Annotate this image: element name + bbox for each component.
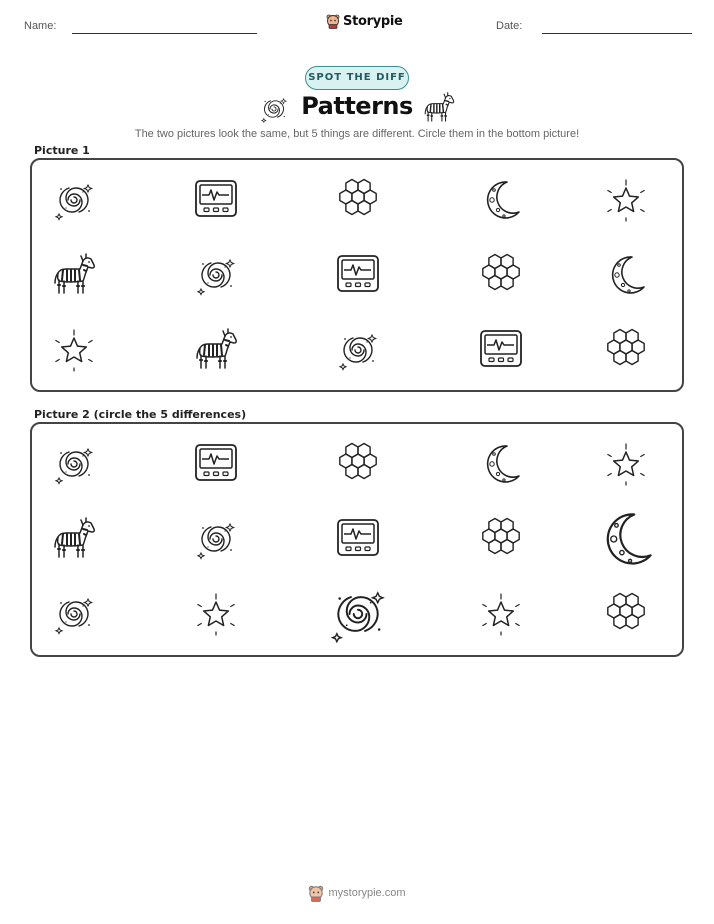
picture-1-cell: [194, 328, 238, 372]
heart-monitor-icon: [336, 517, 380, 561]
picture-2-cell[interactable]: [194, 517, 238, 561]
picture-1-cell: [604, 253, 648, 297]
picture-2-cell[interactable]: [604, 592, 648, 636]
page-title: Patterns: [301, 92, 413, 120]
galaxy-icon: [52, 592, 96, 636]
picture-1-label: Picture 1: [34, 144, 90, 157]
moon-icon: [479, 178, 523, 222]
picture-1-cell: [52, 178, 96, 222]
picture-1-cell: [194, 178, 238, 222]
galaxy-icon: [259, 94, 289, 124]
star-icon: [194, 592, 238, 636]
star-icon: [604, 442, 648, 486]
picture-2-cell[interactable]: [52, 442, 96, 486]
picture-2-cell[interactable]: [479, 592, 523, 636]
galaxy-icon: [327, 583, 389, 645]
heart-monitor-icon: [479, 328, 523, 372]
footer: [0, 884, 714, 902]
picture-2-cell[interactable]: [604, 442, 648, 486]
title-zebra-icon: [423, 92, 455, 129]
picture-2-cell[interactable]: [479, 442, 523, 486]
picture-1-cell: [194, 253, 238, 297]
brand-name: Storypie: [343, 13, 403, 29]
date-label: Date:: [496, 20, 523, 32]
heart-monitor-icon: [194, 442, 238, 486]
picture-2-cell[interactable]: [479, 517, 523, 561]
honeycomb-icon: [336, 178, 380, 222]
galaxy-icon: [194, 253, 238, 297]
galaxy-icon: [194, 517, 238, 561]
moon-icon: [479, 442, 523, 486]
moon-icon: [596, 509, 656, 569]
title-row: [0, 92, 714, 126]
picture-2-cell[interactable]: [52, 592, 96, 636]
heart-monitor-icon: [336, 253, 380, 297]
picture-2-cell[interactable]: [336, 442, 380, 486]
moon-icon: [604, 253, 648, 297]
star-icon: [479, 592, 523, 636]
zebra-icon: [52, 517, 96, 561]
picture-1-cell: [52, 328, 96, 372]
picture-2-cell[interactable]: [194, 442, 238, 486]
picture-2-label: Picture 2 (circle the 5 differences): [34, 408, 247, 421]
picture-1-cell: [52, 253, 96, 297]
picture-1-cell: [479, 178, 523, 222]
honeycomb-icon: [479, 253, 523, 297]
instructions: The two pictures look the same, but 5 things are different. Circle them in the bottom picture!: [134, 128, 580, 140]
picture-1-cell: [336, 328, 380, 372]
galaxy-icon: [52, 178, 96, 222]
galaxy-icon: [52, 442, 96, 486]
title-galaxy-icon: [259, 94, 289, 129]
worksheet-header: [0, 0, 714, 44]
galaxy-icon: [336, 328, 380, 372]
honeycomb-icon: [604, 592, 648, 636]
picture-2-cell[interactable]: [327, 583, 389, 645]
honeycomb-icon: [479, 517, 523, 561]
picture-1-cell: [479, 328, 523, 372]
zebra-icon: [423, 92, 455, 124]
honeycomb-icon: [336, 442, 380, 486]
star-icon: [52, 328, 96, 372]
name-label: Name:: [24, 20, 57, 32]
picture-2-cell[interactable]: [52, 517, 96, 561]
zebra-icon: [52, 253, 96, 297]
footer-url: mystorypie.com: [328, 887, 406, 899]
picture-1-panel: [30, 158, 684, 392]
star-icon: [604, 178, 648, 222]
storypie-mascot-icon: [308, 884, 324, 902]
date-field[interactable]: [542, 33, 692, 34]
storypie-mascot-icon: [326, 13, 340, 29]
picture-1-cell: [336, 178, 380, 222]
picture-1-cell: [336, 253, 380, 297]
picture-1-cell: [479, 253, 523, 297]
honeycomb-icon: [604, 328, 648, 372]
brand-logo: [326, 13, 403, 29]
zebra-icon: [194, 328, 238, 372]
picture-2-cell[interactable]: [336, 517, 380, 561]
picture-1-cell: [604, 328, 648, 372]
spot-the-diff-badge: SPOT THE DIFF: [305, 66, 409, 90]
heart-monitor-icon: [194, 178, 238, 222]
picture-2-cell[interactable]: [596, 509, 656, 569]
picture-2-panel[interactable]: [30, 422, 684, 657]
picture-2-cell[interactable]: [194, 592, 238, 636]
picture-1-cell: [604, 178, 648, 222]
name-field[interactable]: [72, 33, 257, 34]
